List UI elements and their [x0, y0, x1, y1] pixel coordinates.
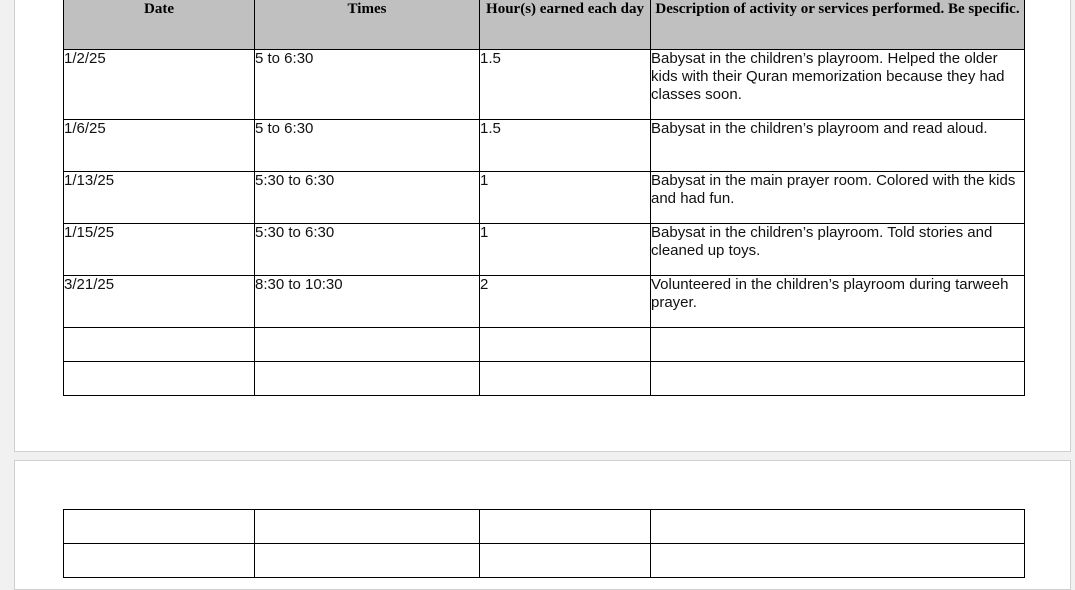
times-cell: 5:30 to 6:30: [255, 224, 480, 276]
hours-cell: 1.5: [480, 50, 651, 120]
empty-cell[interactable]: [255, 362, 480, 396]
empty-cell[interactable]: [64, 362, 255, 396]
table-row: [64, 224, 1025, 276]
empty-cell[interactable]: [480, 362, 651, 396]
document-page-1: [14, 0, 1071, 452]
empty-cell[interactable]: [651, 362, 1025, 396]
date-cell: 1/6/25: [64, 120, 255, 172]
empty-cell[interactable]: [255, 510, 480, 544]
times-cell: 5 to 6:30: [255, 120, 480, 172]
empty-cell[interactable]: [255, 328, 480, 362]
header-hours: Hour(s) earned each day: [480, 0, 651, 50]
empty-cell[interactable]: [64, 544, 255, 578]
table-row: [64, 120, 1025, 172]
table-row: [64, 276, 1025, 328]
empty-cell[interactable]: [651, 544, 1025, 578]
empty-cell[interactable]: [651, 510, 1025, 544]
description-cell: Babysat in the children’s playroom and read aloud.: [651, 120, 1025, 172]
times-cell: 5:30 to 6:30: [255, 172, 480, 224]
header-times: Times: [255, 0, 480, 50]
date-cell: 3/21/25: [64, 276, 255, 328]
description-cell: Babysat in the main prayer room. Colored with the kids and had fun.: [651, 172, 1025, 224]
date-cell: 1/15/25: [64, 224, 255, 276]
times-cell: 8:30 to 10:30: [255, 276, 480, 328]
volunteer-hours-table-continued: [63, 509, 1025, 578]
document-page-2: [14, 460, 1071, 590]
empty-table-row: [64, 510, 1025, 544]
hours-cell: 2: [480, 276, 651, 328]
table-header-row: [64, 0, 1025, 50]
description-cell: Babysat in the children’s playroom. Helped the older kids with their Quran memorization because they had classes soon.: [651, 50, 1025, 120]
header-date: Date: [64, 0, 255, 50]
volunteer-hours-table: [63, 0, 1025, 396]
empty-cell[interactable]: [64, 328, 255, 362]
empty-cell[interactable]: [480, 510, 651, 544]
table-row: [64, 50, 1025, 120]
empty-cell[interactable]: [64, 510, 255, 544]
hours-cell: 1: [480, 172, 651, 224]
date-cell: 1/2/25: [64, 50, 255, 120]
empty-cell[interactable]: [480, 328, 651, 362]
empty-table-row: [64, 544, 1025, 578]
description-cell: Volunteered in the children’s playroom during tarweeh prayer.: [651, 276, 1025, 328]
empty-cell[interactable]: [255, 544, 480, 578]
empty-cell[interactable]: [480, 544, 651, 578]
empty-table-row: [64, 328, 1025, 362]
description-cell: Babysat in the children’s playroom. Told stories and cleaned up toys.: [651, 224, 1025, 276]
date-cell: 1/13/25: [64, 172, 255, 224]
header-description: Description of activity or services performed. Be specific.: [651, 0, 1025, 50]
table-row: [64, 172, 1025, 224]
empty-cell[interactable]: [651, 328, 1025, 362]
hours-cell: 1: [480, 224, 651, 276]
times-cell: 5 to 6:30: [255, 50, 480, 120]
empty-table-row: [64, 362, 1025, 396]
hours-cell: 1.5: [480, 120, 651, 172]
